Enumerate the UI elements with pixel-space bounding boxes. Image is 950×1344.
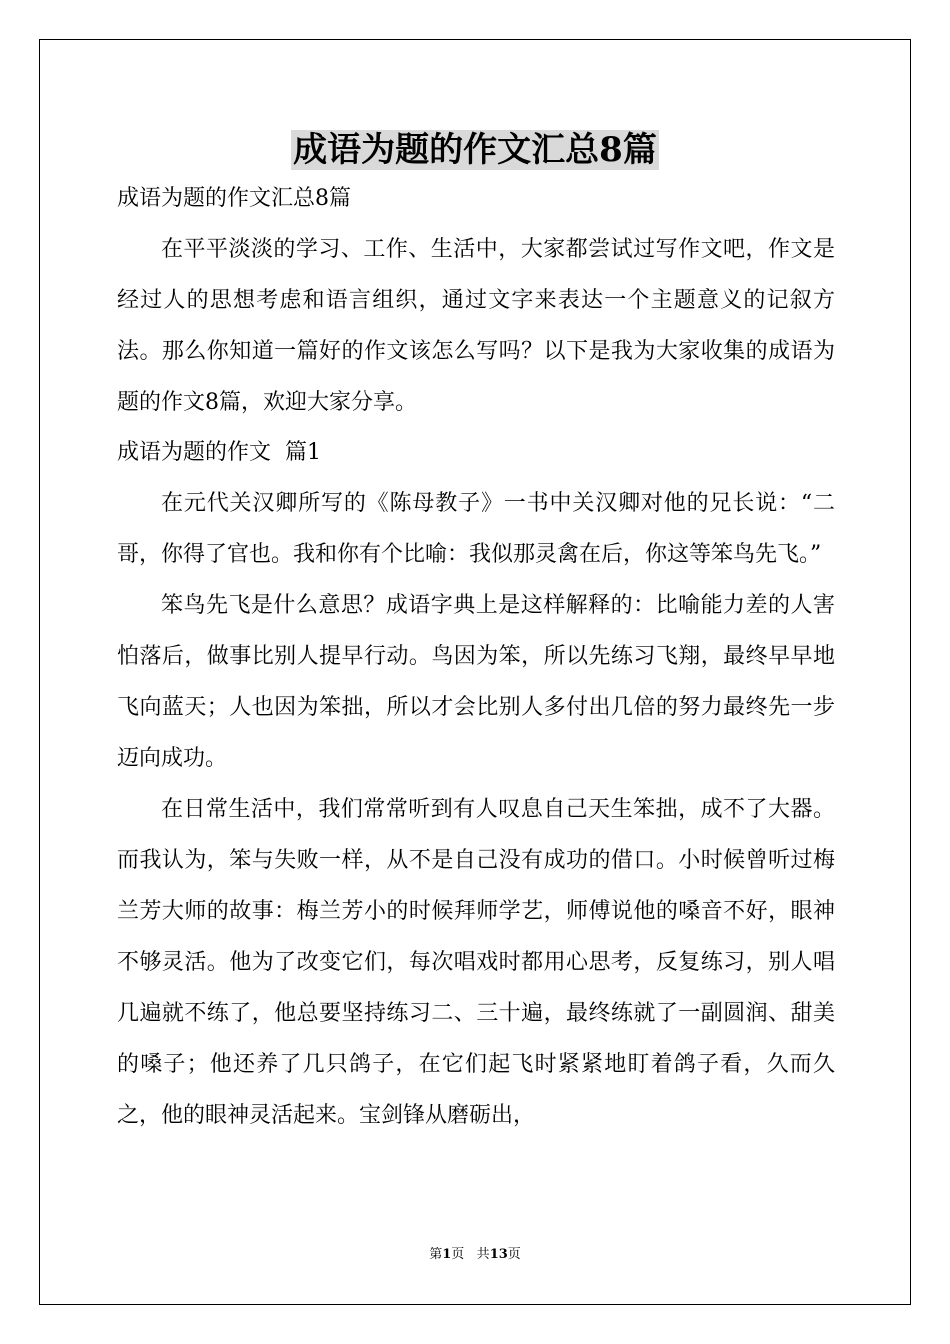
footer-page-number: 1 [442, 1247, 452, 1262]
footer-total-pages: 13 [489, 1247, 508, 1262]
intro-paragraph: 在平平淡淡的学习、工作、生活中，大家都尝试过写作文吧，作文是经过人的思想考虑和语言组织，通过文字来表达一个主题意义的记叙方法。那么你知道一篇好的作文该怎么写吗？以下是我为大家收集的成语为题的作文8篇，欢迎大家分享。 [117, 237, 835, 415]
footer-total-prefix: 共 [476, 1247, 490, 1262]
document-body [117, 174, 835, 1141]
document-title [0, 126, 950, 174]
document-subtitle: 成语为题的作文汇总8篇 [117, 186, 351, 211]
body-paragraph-2: 笨鸟先飞是什么意思？成语字典上是这样解释的：比喻能力差的人害怕落后，做事比别人提早行动。鸟因为笨，所以先练习飞翔，最终早早地飞向蓝天；人也因为笨拙，所以才会比别人多付出几倍的努力最终先一步迈向成功。 [117, 593, 835, 771]
footer-total-suffix: 页 [507, 1247, 521, 1262]
footer-prefix: 第 [429, 1247, 443, 1262]
page-footer [0, 1243, 950, 1262]
footer-page-suffix: 页 [451, 1247, 465, 1262]
body-paragraph-1: 在元代关汉卿所写的《陈母教子》一书中关汉卿对他的兄长说：“二哥，你得了官也。我和你有个比喻：我似那灵禽在后，你这等笨鸟先飞。” [117, 491, 835, 567]
section-heading: 成语为题的作文 篇1 [117, 440, 321, 465]
document-title-text: 成语为题的作文汇总8篇 [293, 130, 657, 170]
body-paragraph-3: 在日常生活中，我们常常听到有人叹息自己天生笨拙，成不了大器。而我认为，笨与失败一样，从不是自己没有成功的借口。小时候曾听过梅兰芳大师的故事：梅兰芳小的时候拜师学艺，师傅说他的嗓音不好，眼神不够灵活。他为了改变它们，每次唱戏时都用心思考，反复练习，别人唱几遍就不练了，他总要坚持练习二、三十遍，最终练就了一副圆润、甜美的嗓子；他还养了几只鸽子，在它们起飞时紧紧地盯着鸽子看，久而久之，他的眼神灵活起来。宝剑锋从磨砺出， [117, 797, 835, 1128]
